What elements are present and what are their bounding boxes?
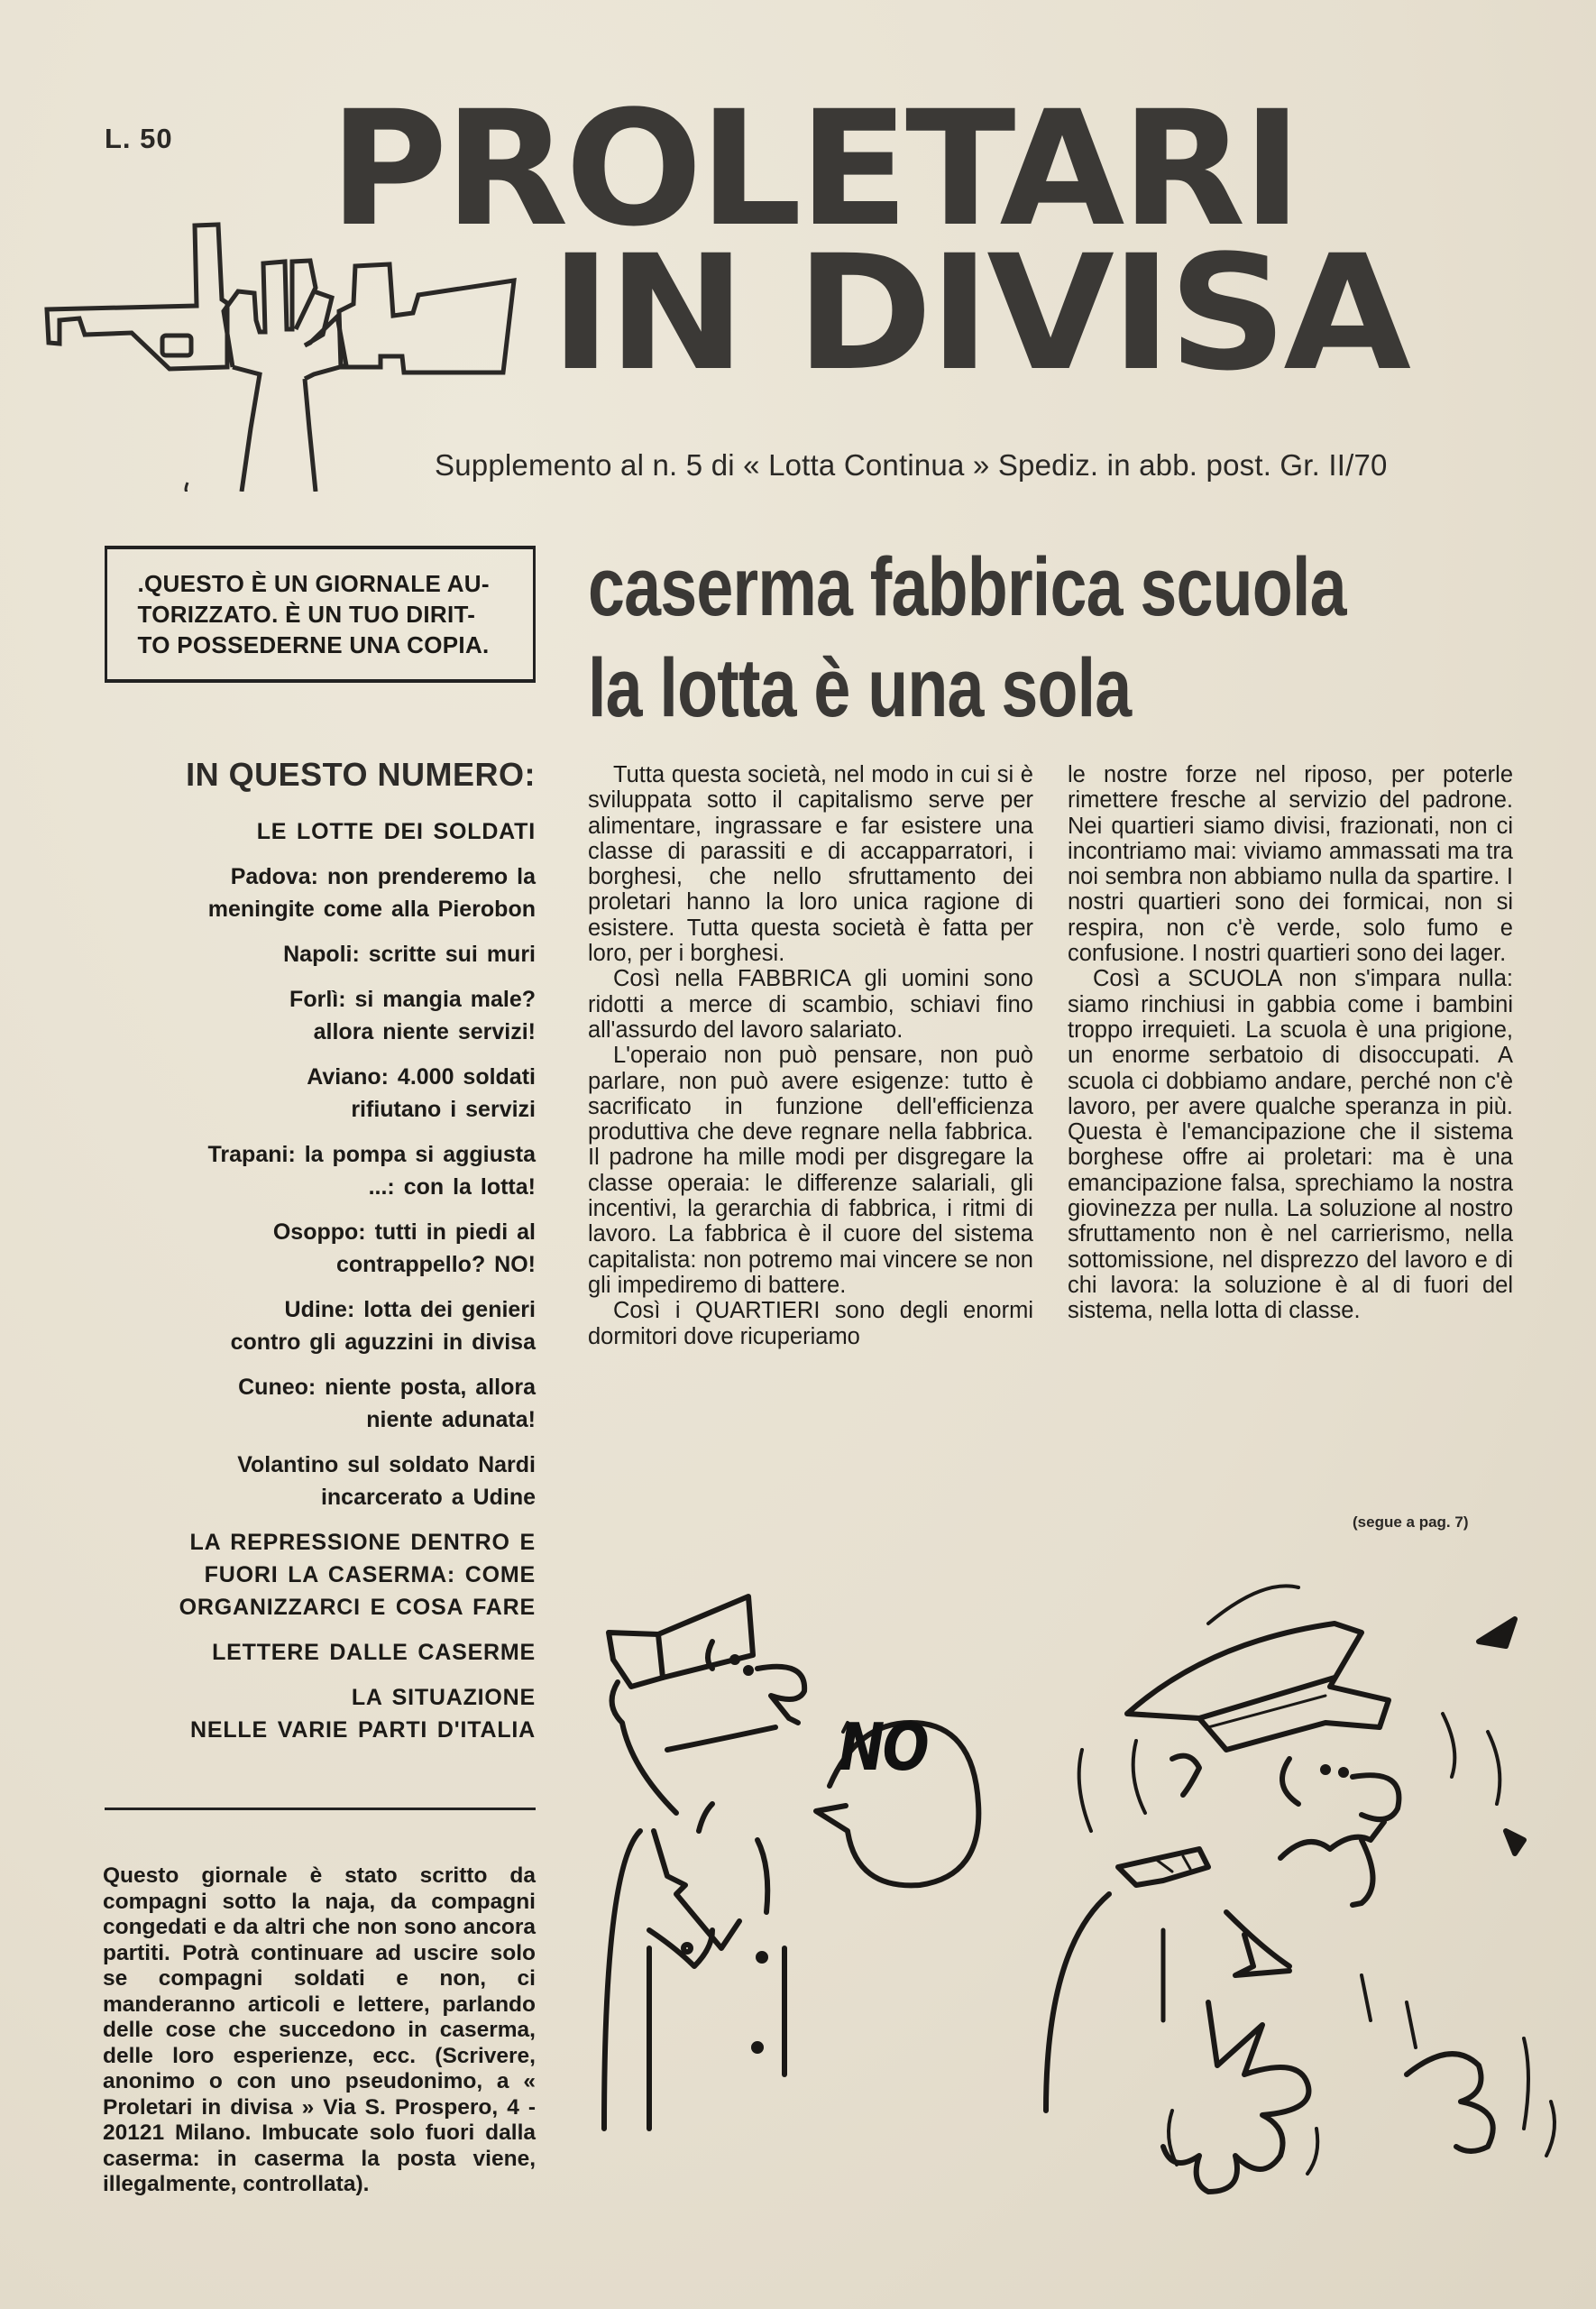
contents-item-line: Udine: lotta dei genieri [284,1297,536,1322]
contents-item-line: NELLE VARIE PARTI D'ITALIA [190,1717,536,1743]
contents-item [108,1449,536,1513]
contents-item-line: contro gli aguzzini in divisa [230,1329,536,1355]
masthead-title-line-2: IN DIVISA [550,221,1408,406]
main-headline [588,537,1346,739]
contents-item-line: Volantino sul soldato Nardi [237,1452,536,1477]
soldier-icon [604,1596,804,2129]
contents-item-line: niente adunata! [366,1407,536,1432]
contents-item [108,1636,536,1669]
contents-item-line: ORGANIZZARCI E COSA FARE [179,1595,536,1620]
cartoon-illustration [577,1569,1578,2309]
contents-item [108,1138,536,1203]
contents-item [108,1061,536,1126]
contents-item [108,860,536,925]
headline-line-1: caserma fabbrica scuola [588,541,1346,633]
continued-note: (segue a pag. 7) [1353,1513,1469,1531]
contents-item-line: contrappello? NO! [335,1252,536,1277]
contents-item-line: Osoppo: tutti in piedi al [272,1219,536,1245]
contents-list [108,756,536,1759]
article-paragraph: Così i QUARTIERI sono degli enormi dormitori dove ricuperiamo [588,1298,1033,1349]
price: L. 50 [105,123,173,154]
divider [105,1808,536,1810]
contents-item [108,1681,536,1746]
contents-item-line: rifiutano i servizi [351,1097,536,1122]
contents-item [108,1371,536,1436]
article-column-2 [1068,762,1513,1324]
contents-item-line: incarcerato a Udine [320,1485,536,1510]
contents-item [108,815,536,848]
contents-item-line: Padova: non prenderemo la [230,864,536,889]
notice-text: .QUESTO È UN GIORNALE AU- TORIZZATO. È UN TUO DIRIT- TO POSSEDERNE UNA COPIA. [137,570,490,658]
contents-item-line: FUORI LA CASERMA: COME [204,1562,536,1587]
contents-title: IN QUESTO NUMERO: [186,756,536,793]
contents-item-line: Trapani: la pompa si aggiusta [207,1142,536,1167]
article-paragraph: L'operaio non può pensare, non può parlare, non può avere esigenze: tutto è sacrificato in funzione dell'efficienza produttiva che deve regnare nella fabbrica. Il padrone ha mille modi per disgregare la classe operaia: le differenze salariali, gli incentivi, la gerarchia di fabbrica, i ritmi di lavoro. La fabbrica è il cuore del sistema capitalista: non potremo mai vincere se non gli impediremo di battere. [588,1043,1033,1298]
article-paragraph: le nostre forze nel riposo, per poterle rimettere fresche al servizio del padrone. Nei quartieri siamo divisi, frazionati, non ci incontriamo mai: viviamo ammassati ma tra noi sembra non abbiamo nulla da spartire. I nostri quartieri sono dei formicai, non si respira, non c'è verde, solo fumo e confusione. I nostri quartieri sono dei lager. [1068,762,1513,967]
contents-item-line: LA REPRESSIONE DENTRO E [189,1530,536,1555]
supplement-line: Supplemento al n. 5 di « Lotta Continua » Spediz. in abb. post. Gr. II/70 [435,448,1388,482]
article-paragraph: Tutta questa società, nel modo in cui si è sviluppata sotto il capitalismo serve per alimentare, ingrassare e far esistere una classe di parassiti e di accapparratori, i borghesi, che nello sfruttamento dei proletari hanno la loro unica ragione di esistere. Tutta questa società è fatta per loro, per i borghesi. [588,762,1033,967]
headline-line-2: la lotta è una sola [588,642,1132,734]
contents-item-line: meningite come alla Pierobon [207,897,536,922]
about-paragraph: Questo giornale è stato scritto da compagni sotto la naja, da compagni congedati e da altri che non sono ancora partiti. Potrà continuare ad uscire solo se compagni soldati e non, ci manderanno articoli e lettere, parlando delle cose che succedono in caserma, delle loro esperienze, ecc. (Scrivere, anonimo o con uno pseudonimo, a « Proletari in divisa » Via S. Prospero, 4 - 20121 Milano. Imbucate solo fuori dalla caserma: in caserma la posta viene, illegalmente, controllata). [103,1863,536,2196]
article-paragraph: Così nella FABBRICA gli uomini sono ridotti a merce di scambio, schiavi fino all'assurdo del lavoro salariato. [588,966,1033,1043]
contents-item [108,1526,536,1624]
contents-item [108,1293,536,1358]
contents-item-line: Cuneo: niente posta, allora [238,1375,536,1400]
contents-item-line: LA SITUAZIONE [351,1685,536,1710]
contents-item [108,1216,536,1281]
contents-item [108,983,536,1048]
contents-item-line: Aviano: 4.000 soldati [307,1064,536,1090]
contents-item-line: Napoli: scritte sui muri [283,942,536,967]
authorization-notice [105,546,536,683]
contents-item-line: allora niente servizi! [313,1019,536,1044]
contents-item-line: ...: con la lotta! [368,1174,536,1200]
contents-item-line: LE LOTTE DEI SOLDATI [256,819,536,844]
article-column-1 [588,762,1033,1349]
contents-item [108,938,536,971]
article-paragraph: Così a SCUOLA non s'impara nulla: siamo rinchiusi in gabbia come i bambini troppo irrequieti. La scuola è una prigione, un enorme serbatoio di disoccupati. A scuola ci dobbiamo andare, perché non c'è lavoro, per avere qualche speranza in più. Questa è l'emancipazione che il sistema borghese offre ai proletari: ma è una emancipazione falsa, sprechiamo la nostra giovinezza per nulla. La soluzione al nostro sfruttamento non è nel carrierismo, nella sottomissione, nel disprezzo del lavoro e di chi lavora: la soluzione è al di fuori del sistema, nella lotta di classe. [1068,966,1513,1324]
contents-item-line: LETTERE DALLE CASERME [212,1640,536,1665]
masthead-title-line-1: PROLETARI [329,77,1299,262]
contents-item-line: Forlì: si mangia male? [289,987,536,1012]
speech-bubble-text: NO [839,1709,928,1785]
angry-officer-icon [1046,1586,1555,2192]
